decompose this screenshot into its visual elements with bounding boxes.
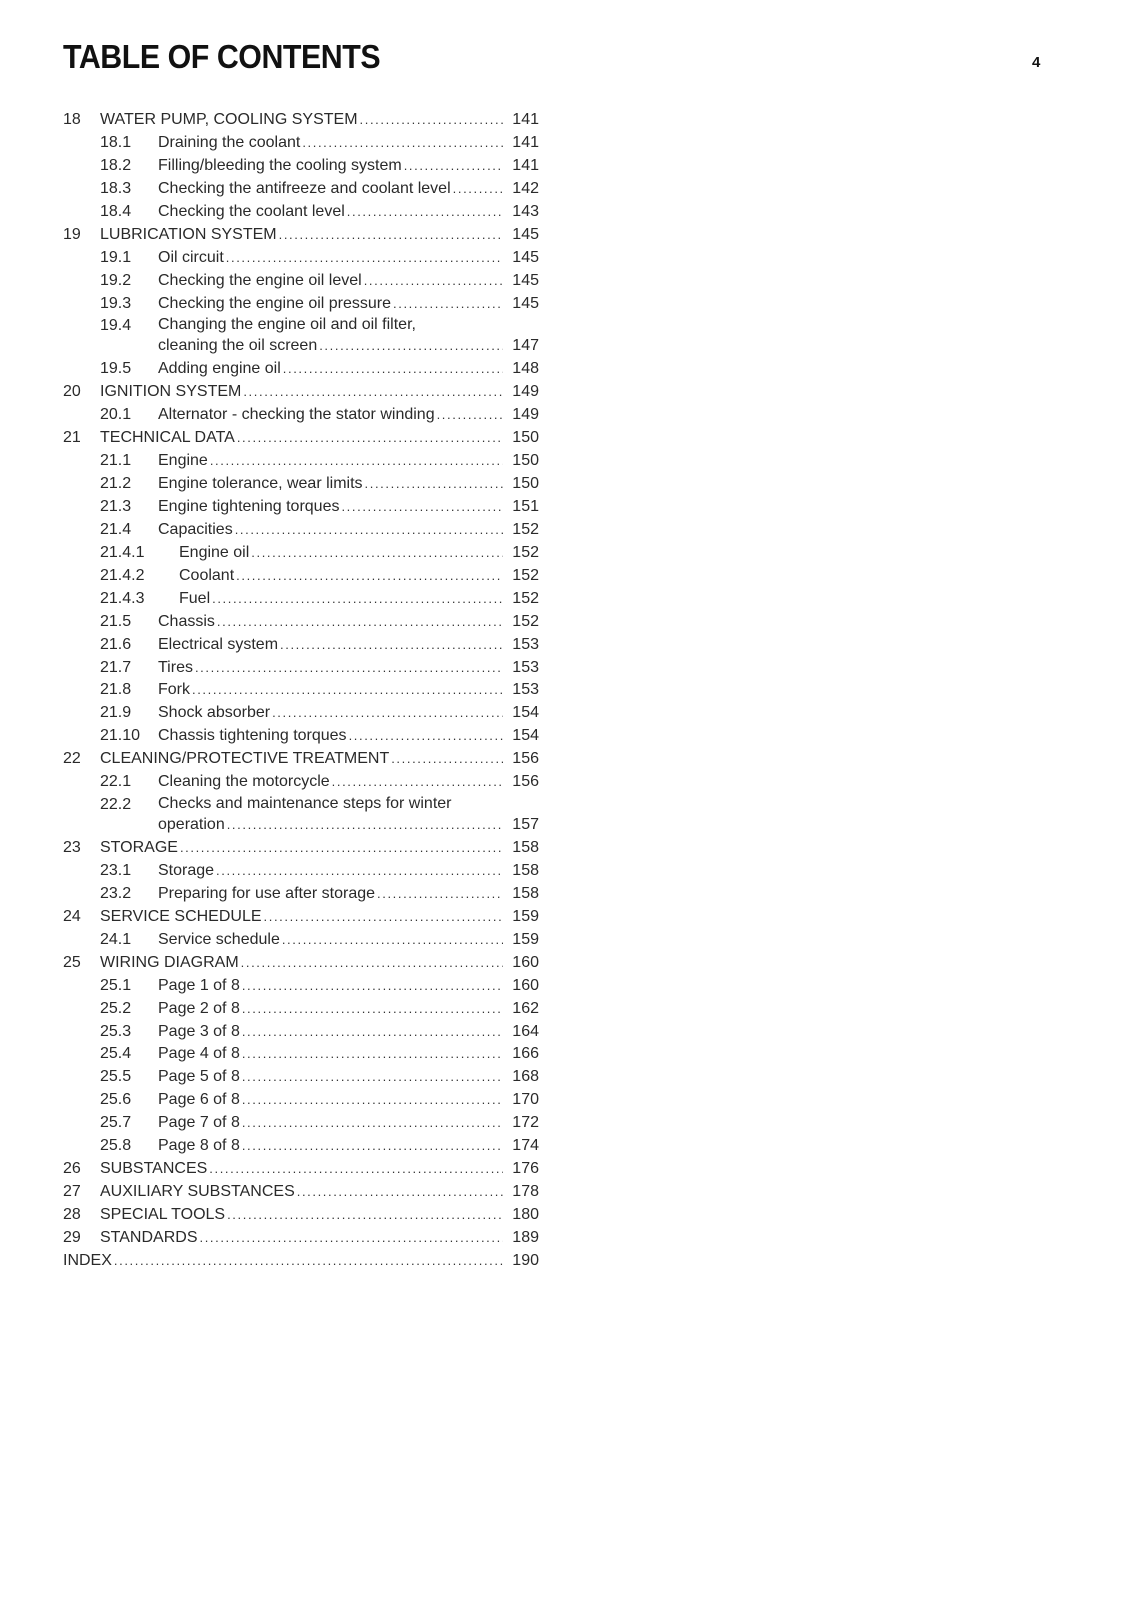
toc-entry[interactable] — [63, 588, 539, 611]
toc-entry-page: 145 — [512, 248, 539, 266]
toc-entry-number: 19 — [63, 225, 81, 243]
dot-leader — [332, 771, 503, 794]
toc-entry-page: 158 — [512, 884, 539, 902]
toc-entry-number: 23.1 — [100, 861, 132, 879]
page-title: TABLE OF CONTENTS — [63, 38, 381, 75]
dot-leader — [251, 542, 503, 565]
toc-entry-title: Checking the antifreeze and coolant level — [158, 178, 453, 201]
dot-leader — [237, 427, 503, 450]
dot-leader — [242, 1089, 503, 1112]
toc-entry[interactable] — [63, 1204, 539, 1227]
page-number: 4 — [1032, 54, 1041, 71]
toc-entry-title: Engine tolerance, wear limits — [158, 473, 365, 496]
toc-entry-title-block — [179, 542, 539, 565]
toc-entry-title-block — [158, 1089, 539, 1112]
toc-entry-title: STANDARDS — [100, 1227, 200, 1250]
dot-leader — [453, 178, 503, 201]
toc-entry-title: Preparing for use after storage — [158, 883, 377, 906]
toc-entry-title: Engine tightening torques — [158, 496, 341, 519]
toc-entry[interactable] — [63, 1181, 539, 1204]
toc-entry-title: Tires — [158, 657, 195, 680]
dot-leader — [242, 975, 503, 998]
toc-entry-title: CLEANING/PROTECTIVE TREATMENT — [100, 748, 391, 771]
toc-entry-title-block — [100, 1204, 539, 1227]
toc-entry-page: 145 — [512, 294, 539, 312]
toc-entry-title-block — [100, 748, 539, 771]
toc-entry-page: 141 — [512, 111, 539, 128]
toc-entry-title: WIRING DIAGRAM — [100, 952, 241, 975]
toc-entry[interactable] — [63, 860, 539, 883]
toc-entry-page: 172 — [512, 1114, 539, 1132]
dot-leader — [216, 860, 503, 883]
toc-entry[interactable] — [63, 837, 539, 860]
toc-entry[interactable] — [63, 657, 539, 680]
toc-entry-title-block — [158, 634, 539, 657]
toc-entry[interactable] — [63, 565, 539, 588]
toc-entry-title-block — [158, 155, 539, 178]
toc-entry-title-block — [158, 860, 539, 883]
toc-entry-number: 26 — [63, 1160, 81, 1178]
toc-entry-page: 149 — [512, 406, 539, 424]
dot-leader — [242, 1135, 503, 1158]
toc-entry-title: Capacities — [158, 519, 235, 542]
toc-entry-page: 152 — [512, 543, 539, 561]
toc-entry-number: 24 — [63, 907, 81, 925]
toc-entry[interactable] — [63, 155, 539, 178]
toc-entry-title: Draining the coolant — [158, 132, 302, 155]
toc-entry-page: 156 — [512, 750, 539, 768]
toc-entry-number: 27 — [63, 1183, 81, 1201]
toc-entry-number: 20 — [63, 383, 81, 401]
toc-entry-title: AUXILIARY SUBSTANCES — [100, 1181, 297, 1204]
toc-entry-title-block — [100, 952, 539, 975]
toc-entry-title-block — [179, 588, 539, 611]
toc-entry-page: 164 — [512, 1022, 539, 1040]
dot-leader — [391, 748, 503, 771]
toc-entry[interactable] — [63, 496, 539, 519]
toc-entry-number: 21.3 — [100, 497, 132, 515]
toc-entry-title-block — [158, 270, 539, 293]
dot-leader — [210, 450, 503, 473]
toc-entry-number: 18.4 — [100, 202, 132, 220]
dot-leader — [180, 837, 503, 860]
toc-entry-page: 189 — [512, 1228, 539, 1246]
toc-entry-page: 152 — [512, 612, 539, 630]
toc-entry-title: Fork — [158, 679, 192, 702]
toc-entry-title-block — [100, 381, 539, 404]
toc-entry-number: 25.4 — [100, 1045, 132, 1063]
toc-entry[interactable] — [63, 634, 539, 657]
toc-entry-title-block — [158, 998, 539, 1021]
dot-leader — [114, 1250, 503, 1273]
toc-entry-title-block — [158, 496, 539, 519]
toc-entry-title-block — [158, 1135, 539, 1158]
toc-entry-title: Page 2 of 8 — [158, 998, 242, 1021]
toc-entry-page: 147 — [512, 337, 539, 355]
toc-entry[interactable] — [63, 519, 539, 542]
toc-entry-title: IGNITION SYSTEM — [100, 381, 243, 404]
toc-entry-title-block — [158, 315, 539, 358]
toc-entry-page: 141 — [512, 133, 539, 151]
toc-entry-title: Page 4 of 8 — [158, 1043, 242, 1066]
toc-entry-number: 18.2 — [100, 156, 132, 174]
table-of-contents — [63, 109, 539, 1273]
toc-entry[interactable] — [63, 1135, 539, 1158]
toc-entry[interactable] — [63, 315, 539, 358]
toc-entry-number: 21.9 — [100, 704, 132, 722]
dot-leader — [195, 657, 503, 680]
toc-entry-page: 176 — [512, 1160, 539, 1178]
toc-entry-title: Changing the engine oil and oil filter, — [158, 316, 416, 334]
toc-entry-page: 170 — [512, 1091, 539, 1109]
dot-leader — [227, 1204, 503, 1227]
toc-entry-title: Chassis tightening torques — [158, 725, 349, 748]
dot-leader — [297, 1181, 503, 1204]
dot-leader — [242, 1066, 503, 1089]
toc-entry-number: 25.7 — [100, 1114, 132, 1132]
dot-leader — [217, 611, 503, 634]
toc-entry[interactable] — [63, 542, 539, 565]
toc-entry-page: 153 — [512, 635, 539, 653]
dot-leader — [437, 404, 503, 427]
toc-entry-title: Checking the coolant level — [158, 201, 347, 224]
toc-entry-page: 145 — [512, 271, 539, 289]
toc-entry[interactable] — [63, 132, 539, 155]
toc-entry-number: 25.8 — [100, 1137, 132, 1155]
toc-entry[interactable] — [63, 178, 539, 201]
dot-leader — [241, 952, 503, 975]
toc-entry-title-block — [158, 358, 539, 381]
toc-entry-title: Chassis — [158, 611, 217, 634]
dot-leader — [279, 224, 503, 247]
toc-entry-title: TECHNICAL DATA — [100, 427, 237, 450]
dot-leader — [242, 998, 503, 1021]
toc-entry[interactable] — [63, 1021, 539, 1044]
toc-entry-title-block — [158, 519, 539, 542]
toc-entry[interactable] — [63, 725, 539, 748]
toc-entry-title: SPECIAL TOOLS — [100, 1204, 227, 1227]
toc-entry-number: 21.4.1 — [100, 543, 145, 561]
toc-entry-title-block — [100, 224, 539, 247]
toc-entry-title-block — [100, 1158, 539, 1181]
toc-entry-number: 19.2 — [100, 271, 132, 289]
dot-leader — [341, 496, 503, 519]
toc-entry-page: 159 — [512, 930, 539, 948]
toc-entry-number: 21.4 — [100, 520, 132, 538]
toc-entry[interactable] — [63, 998, 539, 1021]
toc-entry-title-block — [158, 132, 539, 155]
toc-entry-page: 150 — [512, 475, 539, 493]
toc-entry-number: 23 — [63, 839, 81, 857]
toc-entry-title-continued: operation — [158, 814, 227, 837]
toc-entry-title-block — [100, 837, 539, 860]
toc-entry-page: 156 — [512, 773, 539, 791]
toc-entry-page: 141 — [512, 156, 539, 174]
toc-entry-page: 149 — [512, 383, 539, 401]
toc-entry-number: 21.2 — [100, 475, 132, 493]
toc-entry[interactable] — [63, 794, 539, 837]
dot-leader — [404, 155, 503, 178]
toc-entry-title: LUBRICATION SYSTEM — [100, 224, 279, 247]
toc-entry-number: 18 — [63, 111, 81, 128]
toc-entry-title-block — [158, 404, 539, 427]
toc-entry-title-block — [158, 247, 539, 270]
toc-entry-page: 153 — [512, 658, 539, 676]
toc-entry[interactable] — [63, 906, 539, 929]
toc-entry-page: 151 — [512, 497, 539, 515]
toc-entry-number: 18.1 — [100, 133, 132, 151]
dot-leader — [360, 109, 503, 132]
toc-entry-title: Checking the engine oil pressure — [158, 293, 393, 316]
dot-leader — [209, 1158, 503, 1181]
toc-entry-number: 21.4.3 — [100, 589, 145, 607]
dot-leader — [264, 906, 503, 929]
toc-entry-title: Shock absorber — [158, 702, 272, 725]
toc-entry-page: 145 — [512, 225, 539, 243]
toc-entry-title-block — [100, 109, 539, 132]
toc-entry-title: Service schedule — [158, 929, 282, 952]
toc-entry-page: 158 — [512, 861, 539, 879]
dot-leader — [212, 588, 503, 611]
toc-entry-number: 18.3 — [100, 179, 132, 197]
dot-leader — [302, 132, 503, 155]
toc-entry-number: 25.3 — [100, 1022, 132, 1040]
toc-entry-title: Page 7 of 8 — [158, 1112, 242, 1135]
toc-entry-number: 24.1 — [100, 930, 132, 948]
dot-leader — [226, 247, 503, 270]
toc-entry-number: 20.1 — [100, 406, 132, 424]
toc-entry-title-block — [158, 293, 539, 316]
toc-entry-number: 19.3 — [100, 294, 132, 312]
toc-entry[interactable] — [63, 450, 539, 473]
toc-entry-title-block — [158, 1021, 539, 1044]
toc-entry-number: 25.5 — [100, 1068, 132, 1086]
toc-entry-page: 153 — [512, 681, 539, 699]
toc-entry[interactable] — [63, 1158, 539, 1181]
toc-entry-title-block — [158, 178, 539, 201]
toc-entry-page: 152 — [512, 566, 539, 584]
toc-entry-title: Oil circuit — [158, 247, 226, 270]
toc-entry-title: SUBSTANCES — [100, 1158, 209, 1181]
toc-entry-title-continued: cleaning the oil screen — [158, 335, 319, 358]
toc-entry-title: INDEX — [63, 1250, 114, 1273]
toc-entry-title: Storage — [158, 860, 216, 883]
toc-entry[interactable] — [63, 883, 539, 906]
dot-leader — [235, 519, 503, 542]
dot-leader — [242, 1021, 503, 1044]
toc-entry-page: 148 — [512, 360, 539, 378]
toc-entry-title-block — [179, 565, 539, 588]
toc-entry-title-block — [158, 771, 539, 794]
toc-entry-number: 21.8 — [100, 681, 132, 699]
toc-entry-title-block — [158, 929, 539, 952]
toc-entry[interactable] — [63, 473, 539, 496]
toc-entry-title-block — [158, 473, 539, 496]
toc-entry-title-block — [158, 1112, 539, 1135]
toc-entry-title: Alternator - checking the stator winding — [158, 404, 437, 427]
toc-entry-page: 160 — [512, 976, 539, 994]
toc-entry-title-block — [100, 906, 539, 929]
toc-entry-page: 178 — [512, 1183, 539, 1201]
toc-entry-number: 19.5 — [100, 360, 132, 378]
dot-leader — [347, 201, 503, 224]
toc-entry-page: 174 — [512, 1137, 539, 1155]
toc-entry-title-block — [158, 794, 539, 837]
toc-entry-title-block — [63, 1250, 539, 1273]
toc-entry[interactable] — [63, 1066, 539, 1089]
toc-entry-title-block — [158, 725, 539, 748]
dot-leader — [243, 381, 503, 404]
toc-entry-number: 22.1 — [100, 773, 132, 791]
toc-entry-title: Engine oil — [179, 542, 251, 565]
toc-entry[interactable] — [63, 952, 539, 975]
toc-entry-page: 158 — [512, 839, 539, 857]
toc-entry-title-block — [100, 1227, 539, 1250]
toc-entry[interactable] — [63, 1227, 539, 1250]
toc-entry-title: Adding engine oil — [158, 358, 283, 381]
toc-entry-number: 25 — [63, 953, 81, 971]
toc-entry-number: 23.2 — [100, 884, 132, 902]
toc-entry-page: 143 — [512, 202, 539, 220]
toc-entry-title-block — [100, 427, 539, 450]
dot-leader — [272, 702, 503, 725]
toc-entry-number: 25.6 — [100, 1091, 132, 1109]
toc-entry-number: 25.2 — [100, 999, 132, 1017]
toc-entry-number: 29 — [63, 1228, 81, 1246]
toc-entry-title: Fuel — [179, 588, 212, 611]
dot-leader — [200, 1227, 504, 1250]
toc-entry-number: 21.6 — [100, 635, 132, 653]
toc-entry-title: Page 3 of 8 — [158, 1021, 242, 1044]
toc-entry[interactable] — [63, 929, 539, 952]
toc-entry-number: 21 — [63, 429, 81, 447]
toc-entry-title: Cleaning the motorcycle — [158, 771, 332, 794]
toc-entry-title: Electrical system — [158, 634, 280, 657]
toc-entry-title: Page 5 of 8 — [158, 1066, 242, 1089]
toc-entry-title: Checking the engine oil level — [158, 270, 364, 293]
toc-entry-title-block — [158, 702, 539, 725]
toc-entry-page: 142 — [512, 179, 539, 197]
toc-entry-title: Page 6 of 8 — [158, 1089, 242, 1112]
toc-entry-number: 25.1 — [100, 976, 132, 994]
toc-entry-number: 21.4.2 — [100, 566, 145, 584]
toc-entry-page: 168 — [512, 1068, 539, 1086]
toc-entry-page: 180 — [512, 1206, 539, 1224]
toc-entry-number: 21.1 — [100, 452, 132, 470]
dot-leader — [192, 679, 503, 702]
toc-entry-number: 21.7 — [100, 658, 132, 676]
toc-entry-title-block — [158, 201, 539, 224]
toc-entry-title-block — [158, 975, 539, 998]
dot-leader — [242, 1043, 503, 1066]
dot-leader — [349, 725, 503, 748]
dot-leader — [364, 270, 503, 293]
toc-entry-title-block — [158, 1066, 539, 1089]
toc-entry-title: Page 1 of 8 — [158, 975, 242, 998]
dot-leader — [319, 335, 503, 358]
toc-entry[interactable] — [63, 293, 539, 316]
toc-entry-title: Filling/bleeding the cooling system — [158, 155, 404, 178]
toc-entry[interactable] — [63, 771, 539, 794]
toc-entry[interactable] — [63, 201, 539, 224]
toc-entry-number: 19.4 — [100, 317, 132, 335]
toc-entry-title-block — [158, 883, 539, 906]
toc-entry-title: STORAGE — [100, 837, 180, 860]
toc-entry-page: 152 — [512, 520, 539, 538]
toc-entry-number: 21.5 — [100, 612, 132, 630]
toc-entry-title-block — [100, 1181, 539, 1204]
toc-entry[interactable] — [63, 1043, 539, 1066]
toc-entry-title: Coolant — [179, 565, 236, 588]
dot-leader — [393, 293, 503, 316]
toc-entry-title-block — [158, 1043, 539, 1066]
toc-entry[interactable] — [63, 404, 539, 427]
toc-entry[interactable] — [63, 702, 539, 725]
toc-entry[interactable] — [63, 247, 539, 270]
toc-entry[interactable] — [63, 224, 539, 247]
toc-entry-number: 22.2 — [100, 796, 132, 814]
toc-entry-title: Engine — [158, 450, 210, 473]
toc-entry-title-block — [158, 679, 539, 702]
toc-entry[interactable] — [63, 358, 539, 381]
toc-entry-number: 22 — [63, 750, 81, 768]
toc-entry-title: SERVICE SCHEDULE — [100, 906, 264, 929]
toc-entry-page: 154 — [512, 727, 539, 745]
toc-entry-page: 150 — [512, 452, 539, 470]
toc-entry[interactable] — [63, 975, 539, 998]
toc-entry-page: 154 — [512, 704, 539, 722]
toc-entry-page: 166 — [512, 1045, 539, 1063]
toc-entry[interactable] — [63, 611, 539, 634]
toc-entry-title-block — [158, 450, 539, 473]
toc-entry-page: 150 — [512, 429, 539, 447]
toc-entry-number: 19.1 — [100, 248, 132, 266]
toc-entry-page: 162 — [512, 999, 539, 1017]
dot-leader — [283, 358, 503, 381]
toc-entry[interactable] — [63, 270, 539, 293]
dot-leader — [227, 814, 503, 837]
toc-entry-page: 159 — [512, 907, 539, 925]
toc-entry[interactable] — [63, 748, 539, 771]
dot-leader — [365, 473, 503, 496]
dot-leader — [377, 883, 503, 906]
toc-entry[interactable] — [63, 381, 539, 404]
dot-leader — [282, 929, 503, 952]
toc-entry[interactable] — [63, 427, 539, 450]
toc-entry-page: 152 — [512, 589, 539, 607]
toc-entry-number: 21.10 — [100, 727, 141, 745]
toc-entry-title: Page 8 of 8 — [158, 1135, 242, 1158]
toc-entry[interactable] — [63, 1250, 539, 1273]
toc-entry[interactable] — [63, 1089, 539, 1112]
toc-entry[interactable] — [63, 679, 539, 702]
toc-entry-title-block — [158, 657, 539, 680]
toc-entry-title: Checks and maintenance steps for winter — [158, 795, 452, 813]
toc-entry[interactable] — [63, 1112, 539, 1135]
dot-leader — [280, 634, 503, 657]
toc-entry-page: 160 — [512, 953, 539, 971]
dot-leader — [236, 565, 503, 588]
toc-entry-title-block — [158, 611, 539, 634]
toc-entry-title: WATER PUMP, COOLING SYSTEM — [100, 109, 360, 132]
toc-entry-page: 190 — [512, 1251, 539, 1269]
toc-entry[interactable] — [63, 109, 539, 132]
toc-entry-number: 28 — [63, 1206, 81, 1224]
toc-entry-page: 157 — [512, 816, 539, 834]
dot-leader — [242, 1112, 503, 1135]
